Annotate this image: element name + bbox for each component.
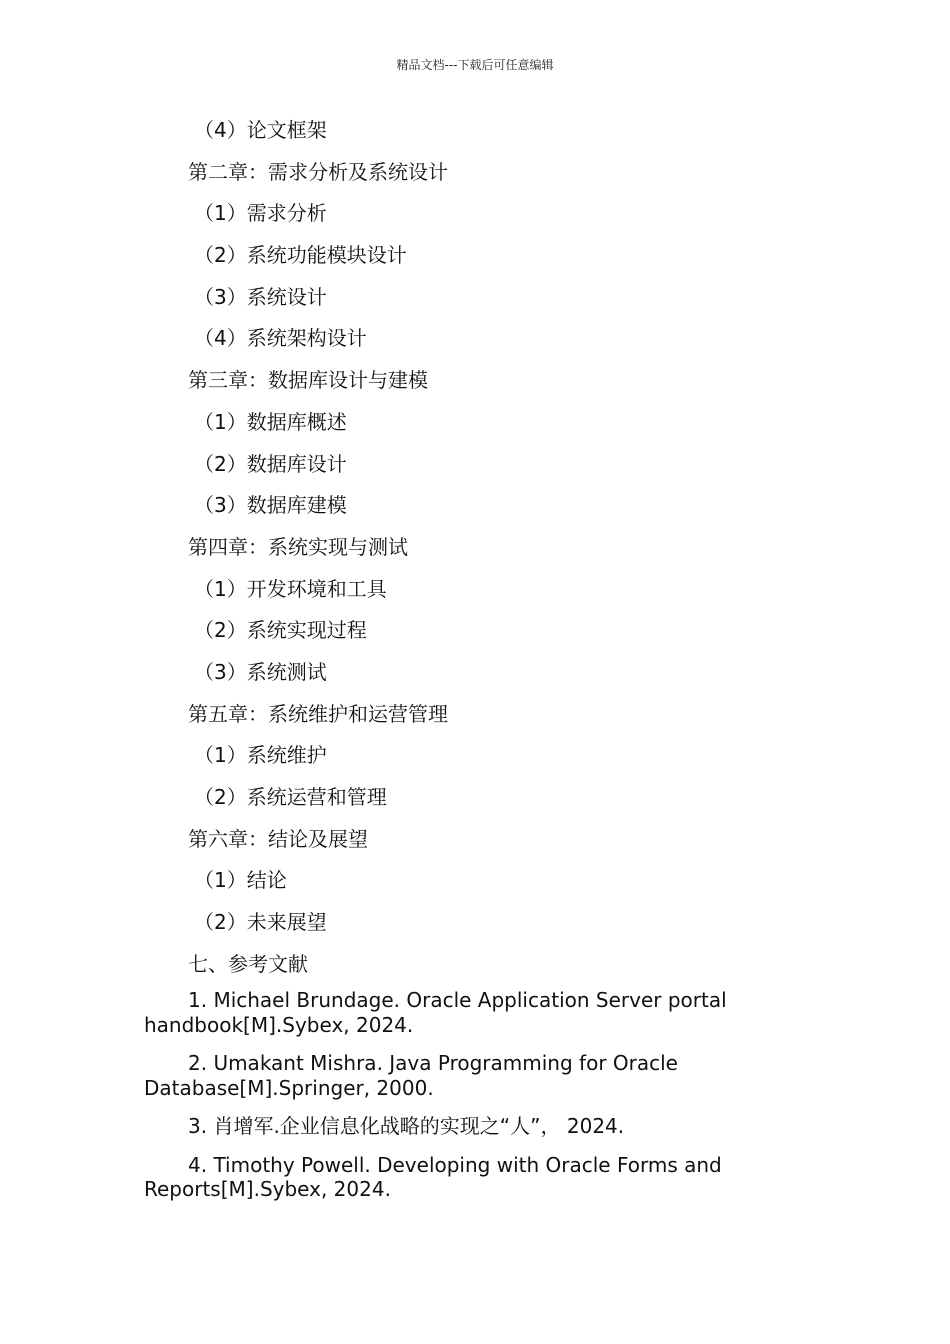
outline-item: （4）系统架构设计 [194,326,367,351]
reference-entry: 4. Timothy Powell. Developing with Oracle Forms and Reports[M].Sybex, 2024. [144,1152,722,1201]
outline-item: （1）开发环境和工具 [194,576,387,601]
outline-item: （2）系统运营和管理 [194,785,387,809]
outline-item: （2）未来展望 [194,910,327,935]
reference-entry: 2. Umakant Mishra. Java Programming for Oracle Database[M].Springer, 2000. [144,1051,678,1100]
chapter-heading: 第二章：需求分析及系统设计 [188,159,448,184]
chapter-heading: 第六章：结论及展望 [188,826,368,851]
outline-item: （3）数据库建模 [194,493,347,518]
reference-entry: 1. Michael Brundage. Oracle Application Server portal handbook[M].Sybex, 2024. [144,988,727,1037]
outline-item: （1）需求分析 [194,201,327,226]
outline-item: （1）结论 [194,868,287,893]
outline-item: （4）论文框架 [194,118,327,142]
outline-item: （2）系统实现过程 [194,618,367,643]
outline-item: （3）系统设计 [194,284,327,309]
outline-item: （3）系统测试 [194,659,327,684]
reference-entry: 3. 肖增军.企业信息化战略的实现之“人”， 2024. [188,1114,625,1138]
outline-item: （2）系统功能模块设计 [194,243,407,268]
chapter-outline [188,113,808,988]
outline-item: （1）系统维护 [194,743,327,768]
outline-item: （1）数据库概述 [194,409,347,434]
outline-item: （2）数据库设计 [194,451,347,476]
page-header: 精品文档---下载后可任意编辑 [396,58,554,72]
reference-list [144,988,784,1216]
chapter-heading: 第三章：数据库设计与建模 [188,368,428,393]
references-heading: 七、参考文献 [188,951,308,976]
chapter-heading: 第五章：系统维护和运营管理 [188,701,448,726]
chapter-heading: 第四章：系统实现与测试 [188,534,408,559]
